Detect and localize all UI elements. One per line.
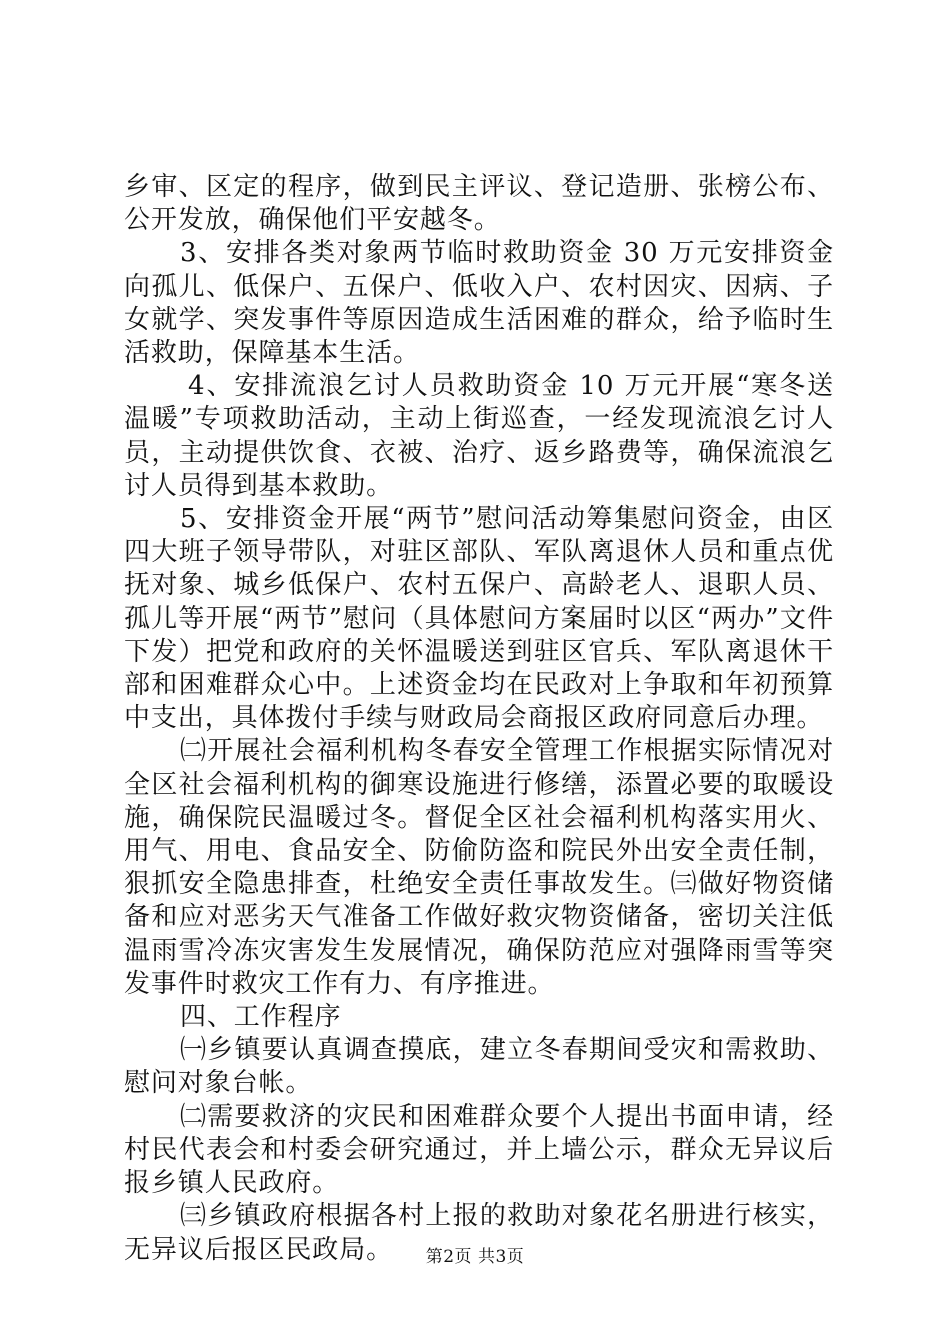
page-number-footer: 第2页 共3页 <box>425 1247 525 1267</box>
paragraph-procedure-step-3: ㈢乡镇政府根据各村上报的救助对象花名册进行核实，无异议后报区民政局。 <box>124 1201 834 1265</box>
section-heading-work-procedure: 四、工作程序 <box>180 1002 342 1033</box>
paragraph-temporary-assistance: 3、安排各类对象两节临时救助资金 30 万元安排资金向孤儿、低保户、五保户、低收入户、农村因灾、因病、子女就学、突发事件等原因造成生活困难的群众，给予临时生活救助，保障基本生活。 <box>124 238 834 369</box>
paragraph-approval-procedure: 乡审、区定的程序，做到民主评议、登记造册、张榜公布、公开发放，确保他们平安越冬。 <box>124 172 834 236</box>
paragraph-welfare-safety: ㈡开展社会福利机构冬春安全管理工作根据实际情况对全区社会福利机构的御寒设施进行修缮，添置必要的取暖设施，确保院民温暖过冬。督促全区社会福利机构落实用火、用气、用电、食品安全、防偷防盗和院民外出安全责任制，狠抓安全隐患排查，杜绝安全责任事故发生。㈢做好物资储备和应对恶劣天气准备工作做好救灾物资储备，密切关注低温雨雪冷冻灾害发生发展情况，确保防范应对强降雨雪等突发事件时救灾工作有力、有序推进。 <box>124 736 834 999</box>
paragraph-procedure-step-1: ㈠乡镇要认真调查摸底，建立冬春期间受灾和需救助、慰问对象台帐。 <box>124 1035 834 1099</box>
paragraph-procedure-step-2: ㈡需要救济的灾民和困难群众要个人提出书面申请，经村民代表会和村委会研究通过，并上墙公示，群众无异议后报乡镇人民政府。 <box>124 1101 834 1199</box>
document-body <box>124 171 834 1267</box>
paragraph-vagrant-assistance: 4、安排流浪乞讨人员救助资金 10 万元开展“寒冬送温暖”专项救助活动，主动上街巡查，一经发现流浪乞讨人员，主动提供饮食、衣被、治疗、返乡路费等，确保流浪乞讨人员得到基本救助。 <box>124 371 834 501</box>
paragraph-holiday-visits: 5、安排资金开展“两节”慰问活动筹集慰问资金，由区四大班子领导带队，对驻区部队、军队离退休人员和重点优抚对象、城乡低保户、农村五保户、高龄老人、退职人员、孤儿等开展“两节”慰问（具体慰问方案届时以区“两办”文件下发）把党和政府的关怀温暖送到驻区官兵、军队离退休干部和困难群众心中。上述资金均在民政对上争取和年初预算中支出，具体拨付手续与财政局会商报区政府同意后办理。 <box>124 504 834 734</box>
